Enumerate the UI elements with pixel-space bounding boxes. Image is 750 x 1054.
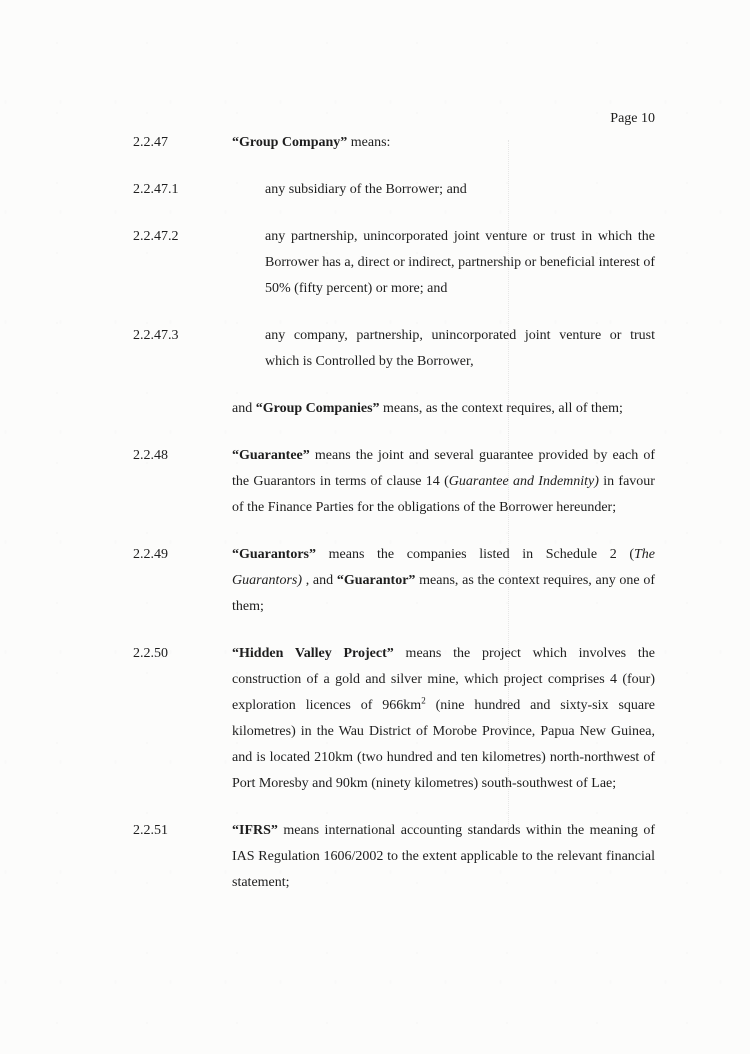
clause-number: 2.2.47 — [133, 135, 168, 150]
clause-number: 2.2.51 — [133, 823, 168, 838]
clause-2.2.48 — [133, 443, 655, 521]
clause-2.2.49 — [133, 542, 655, 620]
clause-text: and “Group Companies” means, as the context requires, all of them; — [232, 401, 623, 416]
clause-2.2.47.1 — [133, 177, 655, 203]
clause-number: 2.2.50 — [133, 646, 168, 661]
clause-number: 2.2.47.2 — [133, 229, 179, 244]
page-number-label: Page 10 — [610, 111, 655, 126]
clause-2.2.47 — [133, 130, 655, 156]
clause-2.2.50 — [133, 641, 655, 797]
clause-text: any subsidiary of the Borrower; and — [265, 182, 467, 197]
clause-number: 2.2.47.3 — [133, 328, 179, 343]
clause-text: “Group Company” means: — [232, 135, 391, 150]
clause-text: any partnership, unincorporated joint venture or trust in which the Borrower has a, direct or indirect, partnership or beneficial interest of 50% (fifty percent) or more; and — [265, 229, 655, 296]
clause-2.2.47.3 — [133, 323, 655, 375]
clause-text: “IFRS” means international accounting standards within the meaning of IAS Regulation 1606/2002 to the extent applicable to the relevant financial statement; — [232, 823, 655, 890]
clause-text: “Guarantee” means the joint and several guarantee provided by each of the Guarantors in terms of clause 14 (Guarantee and Indemnity) in favour of the Finance Parties for the obligations of the Borrower hereunder; — [232, 448, 655, 515]
clause-2.2.51 — [133, 818, 655, 896]
clause-2.2.47.2 — [133, 224, 655, 302]
clause-continuation — [133, 396, 655, 422]
clauses-container — [0, 130, 750, 896]
clause-number: 2.2.49 — [133, 547, 168, 562]
clause-text: any company, partnership, unincorporated joint venture or trust which is Controlled by the Borrower, — [265, 328, 655, 369]
clause-text: “Guarantors” means the companies listed in Schedule 2 (The Guarantors) , and “Guarantor” means, as the context requires, any one of them; — [232, 547, 655, 614]
clause-number: 2.2.48 — [133, 448, 168, 463]
clause-text: “Hidden Valley Project” means the project which involves the construction of a gold and silver mine, which project comprises 4 (four) exploration licences of $966km^2$ (nine hundred and sixty-six square kilometres) in the Wau District of Morobe Province, Papua New Guinea, and is located 210km (two hundred and ten kilometres) north-northwest of Port Moresby and 90km (ninety kilometres) south-southwest of Lae; — [232, 646, 655, 791]
clause-number: 2.2.47.1 — [133, 182, 179, 197]
